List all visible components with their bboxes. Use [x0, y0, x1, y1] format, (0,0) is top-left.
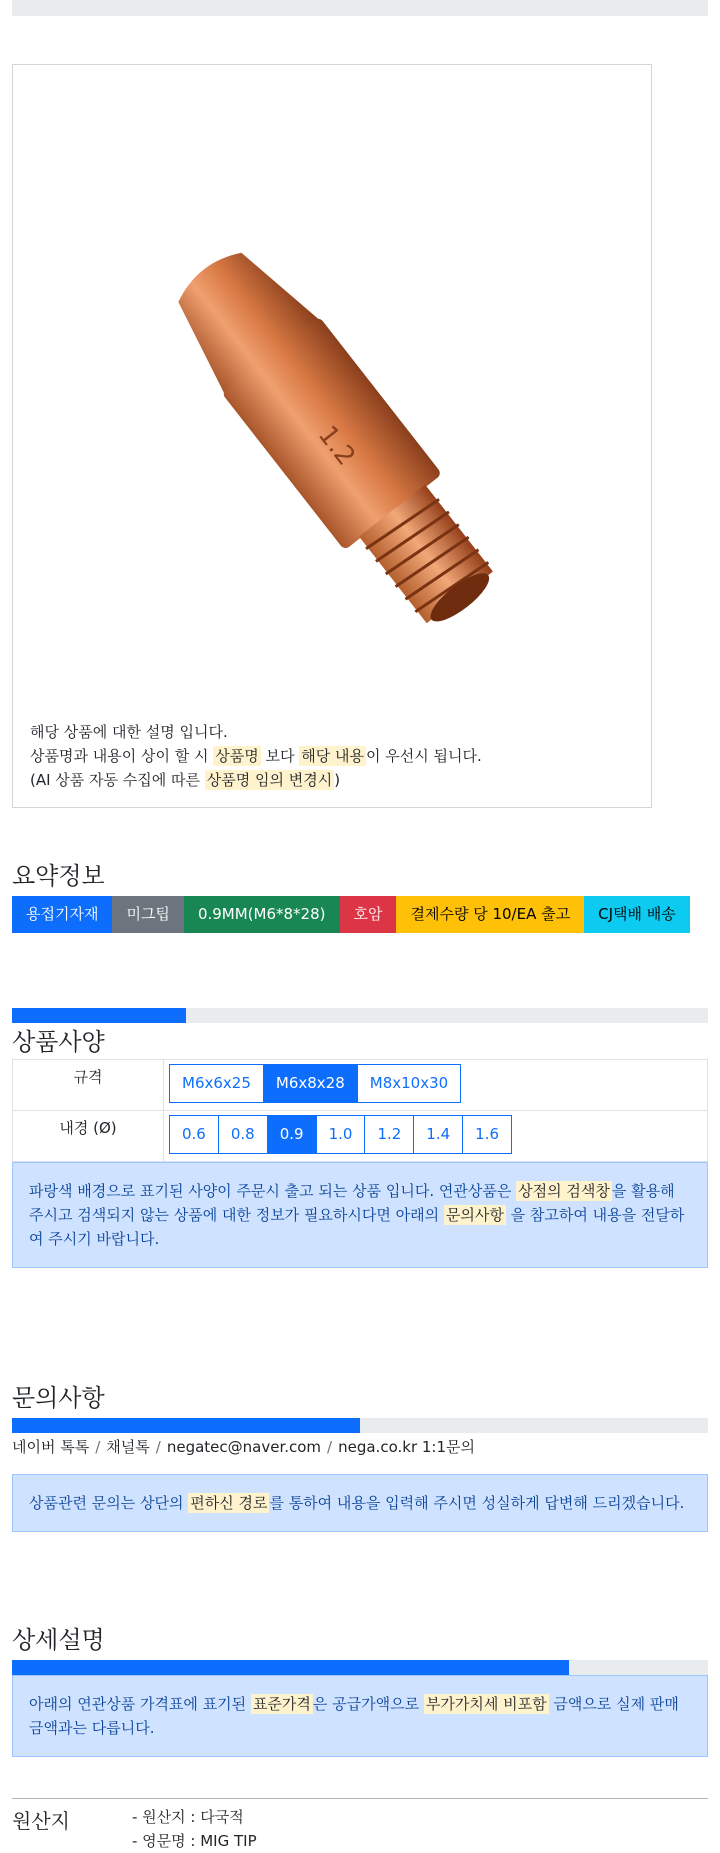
- detail-progress: [12, 1660, 708, 1675]
- highlight-product-name: 상품명: [215, 747, 259, 765]
- summary-tag: 호암: [340, 896, 397, 933]
- summary-tags: [12, 896, 690, 933]
- summary-tag: 용접기자재: [12, 896, 112, 933]
- spec-row-size: [13, 1060, 708, 1111]
- contact-separator: /: [95, 1438, 101, 1456]
- detail-title: 상세설명: [12, 1626, 105, 1654]
- spec-notice: 파랑색 배경으로 표기된 사양이 주문시 출고 되는 상품 입니다. 연관상품은 상점의 검색창 을 활용해 주시고 검색되지 않는 상품에 대한 정보가 필요하시다면 아래의 문의사항 을 참고하여 내용을 전달하여 주시기 바랍니다.: [12, 1162, 708, 1268]
- diameter-options: [169, 1115, 512, 1154]
- origin-divider: [12, 1798, 708, 1799]
- spec-progress-fill: [12, 1008, 186, 1023]
- highlight-route: 편하신 경로: [190, 1494, 268, 1512]
- spec-row-inner-diameter: [13, 1111, 708, 1162]
- highlight-rename: 상품명 임의 변경시: [206, 771, 333, 789]
- desc-line-3: (AI 상품 자동 수집에 따른 상품명 임의 변경시 ): [30, 771, 341, 789]
- spec-title: 상품사양: [12, 1028, 105, 1056]
- size-options: [169, 1064, 461, 1103]
- origin-title: 원산지: [12, 1809, 70, 1833]
- highlight-standard-price: 표준가격: [252, 1695, 311, 1713]
- spec-option-button[interactable]: 0.9: [267, 1115, 317, 1154]
- svg-text:1.2: 1.2: [311, 420, 361, 472]
- contact-link[interactable]: nega.co.kr 1:1문의: [338, 1438, 475, 1456]
- spec-option-button[interactable]: 1.0: [316, 1115, 366, 1154]
- inquiry-title: 문의사항: [12, 1384, 105, 1412]
- highlight-inquiry: 문의사항: [445, 1206, 504, 1224]
- contact-list: [12, 1436, 475, 1457]
- spec-table: [12, 1059, 708, 1162]
- contact-link[interactable]: 네이버 톡톡: [12, 1438, 90, 1456]
- desc-line-2: 상품명과 내용이 상이 할 시 상품명 보다 해당 내용 이 우선시 됩니다.: [30, 747, 482, 765]
- contact-link[interactable]: 채널톡: [106, 1438, 150, 1456]
- product-card: [12, 64, 652, 808]
- inquiry-progress: [12, 1418, 708, 1433]
- detail-notice: 아래의 연관상품 가격표에 표기된 표준가격 은 공급가액으로 부가가치세 비포함 금액으로 실제 판매금액과는 다릅니다.: [12, 1675, 708, 1757]
- summary-tag: 0.9MM(M6*8*28): [184, 896, 340, 933]
- highlight-content: 해당 내용: [301, 747, 364, 765]
- spec-label-inner-diameter: 내경 (Ø): [13, 1111, 164, 1162]
- contact-separator: /: [155, 1438, 161, 1456]
- summary-tag: 결제수량 당 10/EA 출고: [396, 896, 584, 933]
- inquiry-notice: 상품관련 문의는 상단의 편하신 경로 를 통하여 내용을 입력해 주시면 성실하게 답변해 드리겠습니다.: [12, 1474, 708, 1532]
- spec-option-button[interactable]: 0.8: [218, 1115, 268, 1154]
- origin-item: - 영문명 : MIG TIP: [132, 1832, 257, 1850]
- summary-tag: 미그팁: [112, 896, 183, 933]
- spec-option-button[interactable]: M8x10x30: [357, 1064, 461, 1103]
- spec-option-button[interactable]: 0.6: [169, 1115, 219, 1154]
- inquiry-progress-fill: [12, 1418, 360, 1433]
- spec-option-button[interactable]: 1.2: [364, 1115, 414, 1154]
- spec-label-size: 규격: [13, 1060, 164, 1111]
- highlight-vat: 부가가치세 비포함: [425, 1695, 547, 1713]
- highlight-search: 상점의 검색창: [518, 1182, 610, 1200]
- spec-option-button[interactable]: M6x8x28: [263, 1064, 358, 1103]
- summary-tag: CJ택배 배송: [584, 896, 690, 933]
- spec-progress: [12, 1008, 708, 1023]
- top-bar: [12, 0, 708, 16]
- spec-option-button[interactable]: 1.4: [413, 1115, 463, 1154]
- product-image: [143, 195, 523, 675]
- contact-link[interactable]: negatec@naver.com: [166, 1438, 322, 1456]
- spec-option-button[interactable]: M6x6x25: [169, 1064, 264, 1103]
- summary-title: 요약정보: [12, 862, 105, 890]
- desc-line-1: 해당 상품에 대한 설명 입니다.: [30, 723, 228, 741]
- spec-option-button[interactable]: 1.6: [462, 1115, 512, 1154]
- contact-separator: /: [327, 1438, 333, 1456]
- origin-item: - 원산지 : 다국적: [132, 1808, 244, 1826]
- detail-progress-fill: [12, 1660, 569, 1675]
- product-description: [30, 720, 482, 792]
